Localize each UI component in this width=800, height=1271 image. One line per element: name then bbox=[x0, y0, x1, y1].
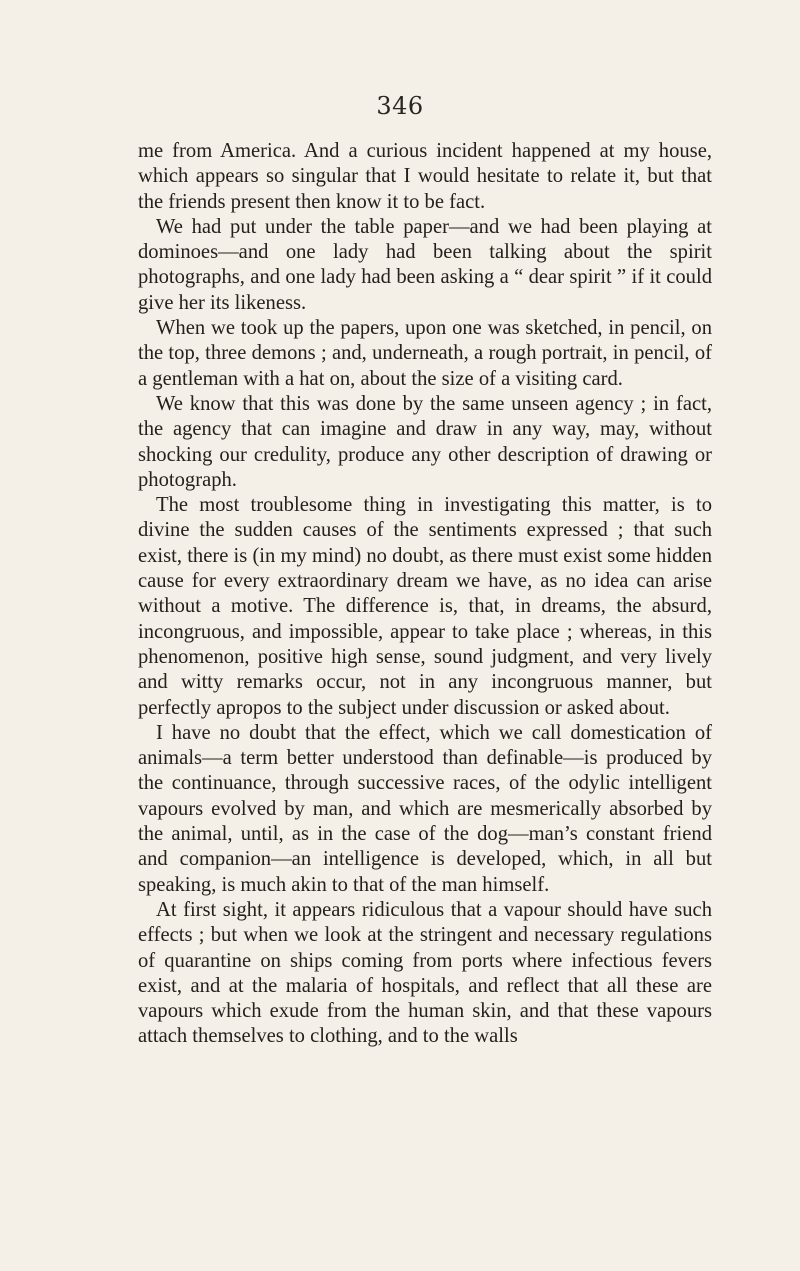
paragraph-6: I have no doubt that the effect, which we call domestication of animals—a term better understood than definable—is produced by the continuance, through successive races, of the odylic intelligent vapours evolved by man, and which are mesmerically absorbed by the animal, until, as in the case of the dog—man’s constant friend and companion—an intelligence is developed, which, in all but speaking, is much akin to that of the man himself. bbox=[138, 721, 712, 896]
paragraph-2: We had put under the table paper—and we had been playing at dominoes—and one lady had been talking about the spirit photographs, and one lady had been asking a “ dear spirit ” if it could give her its likeness. bbox=[138, 215, 712, 314]
page-number: 346 bbox=[376, 92, 424, 120]
paragraph-3: When we took up the papers, upon one was sketched, in pencil, on the top, three demons ; and, underneath, a rough portrait, in pencil, of a gentleman with a hat on, about the size of a visiting card. bbox=[138, 317, 712, 390]
paragraph-7: At first sight, it appears ridiculous that a vapour should have such effects ; but when we look at the stringent and necessary regulations of quarantine on ships coming from ports where infectious fevers exist, and at the malaria of hospitals, and reflect that all these are vapours which exude from the human skin, and that these vapours attach themselves to clothing, and to the walls bbox=[138, 898, 712, 1048]
paragraph-1: me from America. And a curious incident happened at my house, which appears so singular that I would hesitate to relate it, but that the friends present then know it to be fact. bbox=[138, 140, 712, 213]
paragraph-5: The most troublesome thing in investigating this matter, is to divine the sudden causes of the sentiments expressed ; that such exist, there is (in my mind) no doubt, as there must exist some hidden cause for every extraordinary dream we have, as no idea can arise without a motive. The difference is, that, in dreams, the absurd, incongruous, and impossible, appear to take place ; whereas, in this phenomenon, positive high sense, sound judgment, and very lively and witty remarks occur, not in any incongruous manner, but perfectly apropos to the subject under discussion or asked about. bbox=[138, 494, 712, 719]
paragraph-4: We know that this was done by the same unseen agency ; in fact, the agency that can imagine and draw in any way, may, without shocking our credulity, produce any other description of drawing or photograph. bbox=[138, 392, 712, 491]
body-text bbox=[138, 139, 712, 1050]
